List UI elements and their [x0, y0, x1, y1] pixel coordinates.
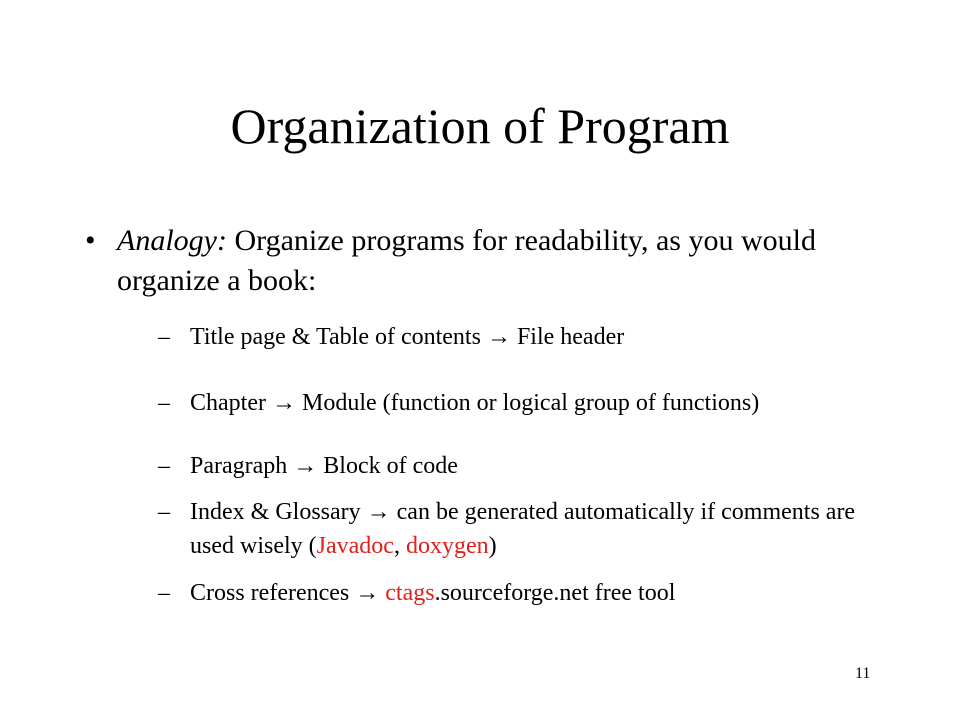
sub-bullet-text — [190, 576, 878, 610]
dash-icon: – — [158, 324, 170, 350]
dash-icon: – — [158, 580, 170, 606]
sub-bullet-text — [190, 386, 878, 420]
analogy-lead: Analogy: — [117, 224, 227, 257]
sub-bullet-item — [158, 386, 878, 420]
bullet-icon: • — [85, 224, 96, 257]
sub-bullet-item — [158, 449, 878, 483]
sub-bullet-text — [190, 495, 878, 563]
highlighted-term: ctags — [385, 580, 435, 606]
sub-bullet-fragment: Cross references → — [190, 580, 386, 606]
sub-bullet-fragment: .sourceforge.net free tool — [434, 580, 676, 606]
highlighted-term: Javadoc — [316, 533, 394, 559]
dash-icon: – — [158, 499, 170, 525]
sub-bullet-item — [158, 576, 878, 610]
sub-bullet-fragment: Chapter → Module (function or logical group of functions) — [190, 390, 760, 416]
sub-bullet-item — [158, 320, 878, 354]
sub-bullet-item — [158, 495, 878, 563]
sub-bullet-fragment: Paragraph → Block of code — [190, 453, 458, 479]
sub-bullet-text — [190, 449, 878, 483]
sub-bullet-fragment: , — [393, 533, 406, 559]
sub-bullet-fragment: Title page & Table of contents → File header — [190, 324, 625, 350]
dash-icon: – — [158, 453, 170, 479]
dash-icon: – — [158, 390, 170, 416]
analogy-text: Organize programs for readability, as you would organize a book: — [117, 224, 816, 297]
sub-bullet-fragment: Index & Glossary → can be generated automatically if comments are used wisely ( — [190, 499, 856, 559]
highlighted-term: doxygen — [405, 533, 489, 559]
slide-title: Organization of Program — [230, 98, 730, 154]
sub-bullet-fragment: ) — [488, 533, 497, 559]
page-number: 11 — [855, 665, 871, 682]
sub-bullet-text — [190, 320, 878, 354]
